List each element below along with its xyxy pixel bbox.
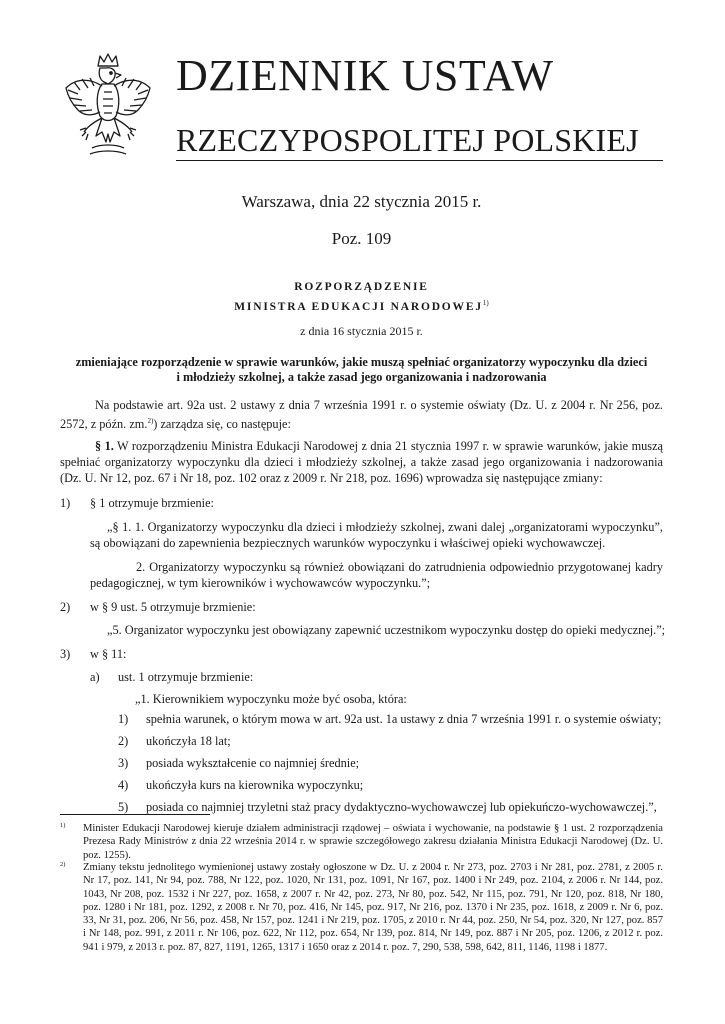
- act-subject: [60, 355, 663, 385]
- point-number: 4): [118, 778, 129, 792]
- item-number: 2): [60, 600, 71, 614]
- act-subject-line: zmieniające rozporządzenie w sprawie warunków, jakie muszą spełniać organizatorzy wypoczynku dla dzieci: [75, 355, 648, 369]
- act-issuer: [60, 299, 663, 313]
- point-text: posiada wykształcenie co najmniej średnie;: [146, 756, 360, 770]
- masthead-title: DZIENNIK USTAW: [176, 51, 554, 100]
- preamble-text-end: ) zarządza się, co następuje:: [153, 417, 291, 432]
- point-text: ukończyła kurs na kierownika wypoczynku;: [146, 778, 364, 792]
- point-number: 3): [118, 756, 129, 770]
- item-text: w § 9 ust. 5 otrzymuje brzmienie:: [90, 600, 256, 614]
- point-text: posiada co najmniej trzyletni staż pracy dydaktyczno-wychowawczej lub opiekuńczo-wychowawczej.”,: [146, 800, 657, 814]
- point-number: 2): [118, 734, 129, 748]
- quote-paragraph: 2. Organizatorzy wypoczynku są również obowiązani do zatrudnienia odpowiednio przygotowanej kadry pedagogicznej, w tym kierowników i wychowawców wypoczynku.”;: [90, 560, 663, 590]
- item-text: w § 11:: [90, 647, 127, 661]
- section-1: [60, 438, 663, 486]
- publication-date: Warszawa, dnia 22 stycznia 2015 r.: [241, 192, 482, 211]
- subitem-letter: a): [90, 670, 100, 684]
- quote-paragraph: „§ 1. 1. Organizatorzy wypoczynku dla dzieci i młodzieży szkolnej, zwani dalej „organizatorami wypoczynku”, są obowiązani do zapewnienia bezpiecznych warunków wypoczynku i właściwej opieki wychowawczej.: [90, 520, 663, 550]
- masthead-subtitle: RZECZYPOSPOLITEJ POLSKIEJ: [176, 122, 639, 158]
- quote-paragraph: „5. Organizator wypoczynku jest obowiązany zapewnić uczestnikom wypoczynku dostęp do opieki medycznej.”;: [107, 623, 666, 637]
- item-number: 3): [60, 647, 71, 661]
- section-text: W rozporządzeniu Ministra Edukacji Narodowej z dnia 21 stycznia 1997 r. w sprawie warunków, jakie muszą spełniać organizatorzy wypoczynku dla dzieci i młodzieży szkolnej, a także zasad jego organizowania i nadzorowania (Dz. U. Nr 12, poz. 67 i Nr 18, poz. 102 oraz z 2009 r. Nr 218, poz. 1696) wprowadza się następujące zmiany:: [60, 439, 663, 485]
- preamble-footnote-ref[interactable]: 2): [147, 417, 154, 425]
- act-date: z dnia 16 stycznia 2015 r.: [300, 324, 423, 338]
- item-number: 1): [60, 496, 71, 510]
- item-text: § 1 otrzymuje brzmienie:: [90, 496, 214, 510]
- act-issuer-name: MINISTRA EDUKACJI NARODOWEJ: [234, 300, 483, 313]
- preamble: [60, 397, 663, 432]
- footnote-separator: [60, 814, 210, 815]
- footnote-text: Minister Edukacji Narodowej kieruje działem administracji rządowej – oświata i wychowanie, na podstawie § 1 ust. 2 rozporządzenia Prezesa Rady Ministrów z dnia 22 września 2014 r. w sprawie szczegółowego zakresu działania Ministra Edukacji Narodowej (Dz. U. poz. 1255).: [83, 823, 663, 861]
- point-number: 5): [118, 800, 129, 814]
- masthead-rule: [176, 160, 663, 161]
- issuer-footnote-ref[interactable]: 1): [482, 299, 489, 307]
- point-number: 1): [118, 712, 129, 726]
- section-label: § 1.: [95, 439, 114, 453]
- quote-paragraph: „1. Kierownikiem wypoczynku może być osoba, która:: [135, 692, 407, 706]
- point-text: spełnia warunek, o którym mowa w art. 92a ust. 1a ustawy z dnia 7 września 1991 r. o systemie oświaty;: [146, 712, 662, 726]
- act-subject-line: i młodzieży szkolnej, a także zasad jego organizowania i nadzorowania: [176, 370, 547, 384]
- point-text: ukończyła 18 lat;: [146, 734, 231, 748]
- footnote-mark: 2): [60, 861, 66, 868]
- act-type: ROZPORZĄDZENIE: [294, 281, 429, 293]
- footnote-text: Zmiany tekstu jednolitego wymienionej ustawy zostały ogłoszone w Dz. U. z 2004 r. Nr 273, poz. 2703 i Nr 281, poz. 2781, z 2005 r. Nr 17, poz. 141, Nr 94, poz. 788, Nr 122, poz. 1020, Nr 131, poz. 1091, Nr 167, poz. 1400 i Nr 249, poz. 2104, z 2006 r. Nr 144, poz. 1043, Nr 208, poz. 1532 i Nr 227, poz. 1658, z 2007 r. Nr 42, poz. 273, Nr 80, poz. 542, Nr 115, poz. 791, Nr 120, poz. 818, Nr 180, poz. 1280 i Nr 181, poz. 1292, z 2008 r. Nr 70, poz. 416, Nr 145, poz. 917, Nr 216, poz. 1370 i Nr 235, poz. 1618, z 2009 r. Nr 6, poz. 33, Nr 31, poz. 206, Nr 56, poz. 458, Nr 157, poz. 1241 i Nr 219, poz. 1705, z 2010 r. Nr 44, poz. 250, Nr 54, poz. 320, Nr 127, poz. 857 i Nr 148, poz. 991, z 2011 r. Nr 106, poz. 622, Nr 112, poz. 654, Nr 139, poz. 814, Nr 149, poz. 887 i Nr 205, poz. 1206, z 2012 r. poz. 941 i 979, z 2013 r. poz. 87, 827, 1191, 1265, 1317 i 1650 oraz z 2014 r. poz. 7, 290, 538, 598, 642, 811, 1146, 1198 i 1877.: [83, 862, 663, 953]
- preamble-text: Na podstawie art. 92a ust. 2 ustawy z dnia 7 września 1991 r. o systemie oświaty (Dz. U. z 2004 r. Nr 256, poz. 2572, z późn. zm.: [60, 398, 663, 432]
- position-number: Poz. 109: [331, 229, 392, 248]
- polish-eagle-emblem-icon: [60, 52, 156, 164]
- footnote-mark: 1): [60, 822, 66, 829]
- subitem-text: ust. 1 otrzymuje brzmienie:: [118, 670, 254, 684]
